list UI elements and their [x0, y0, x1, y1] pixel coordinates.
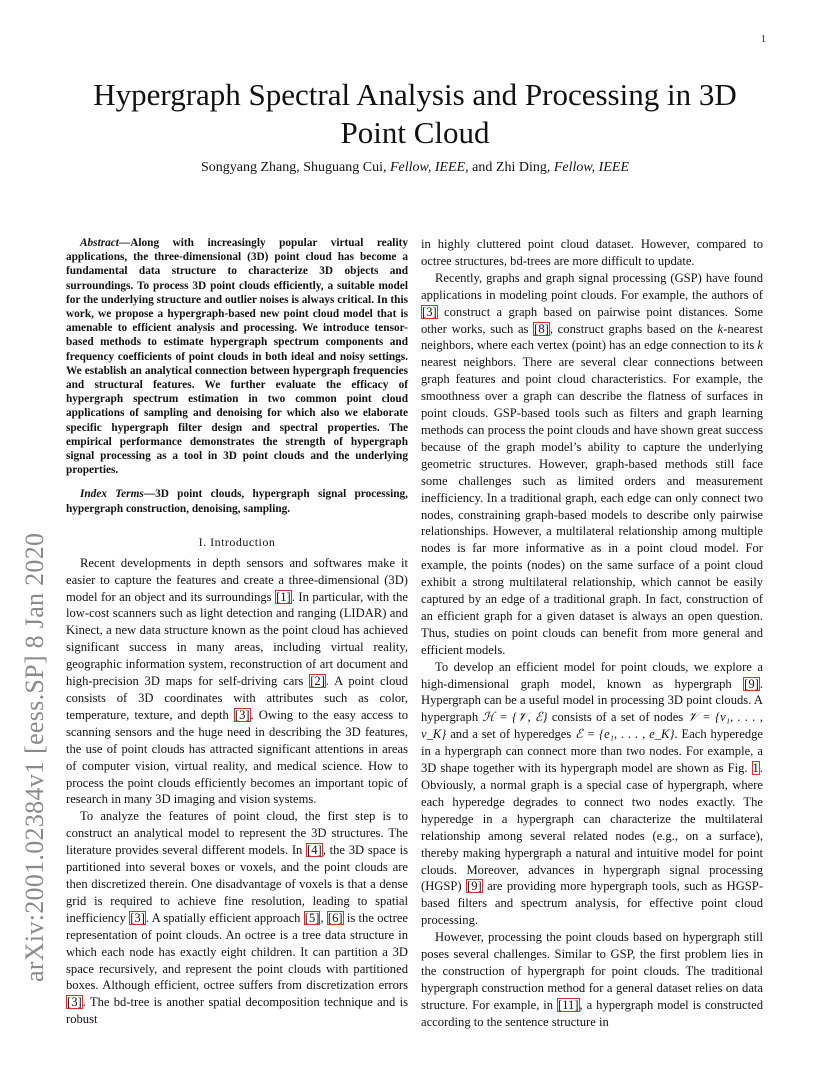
text-run: are providing more hypergraph tools, such as HGSP-based filters and spectrum analysis, for effective point cloud processing. [421, 879, 764, 928]
section-heading-introduction: I. Introduction [198, 534, 276, 549]
intro-paragraph-3 [421, 270, 763, 659]
citation-link[interactable]: [5] [304, 910, 320, 925]
text-run: , construct graphs based on the [549, 321, 718, 336]
citation-link[interactable]: [2] [310, 674, 325, 689]
citation-link[interactable]: [3] [67, 995, 82, 1010]
author-names-2: , and Zhi Ding, [465, 160, 554, 175]
text-run: , [320, 910, 327, 925]
citation-link[interactable]: [9] [467, 879, 482, 894]
left-column [66, 236, 408, 1028]
text-run: consists of a set of nodes [547, 710, 688, 725]
page-number: 1 [761, 34, 766, 45]
citation-link[interactable]: 1 [752, 761, 759, 776]
text-run: To develop an efficient model for point clouds, we explore a high-dimensional graph model, known as hypergraph [421, 659, 763, 691]
author-names-1: Songyang Zhang, Shuguang Cui, [201, 160, 390, 175]
text-run: However, processing the point clouds based on hypergraph still poses several challenges. Similar to GSP, the first problem lies in the construction of hypergraph for point clouds. The traditional hypergraph construction method for a general dataset relies on data structure. For example, in [421, 930, 763, 1012]
text-run: . Each hyperedge in a hypergraph can connect more than two nodes. For example, a 3D shape together with its hypergraph model are shown as Fig. [421, 727, 763, 776]
text-run: nearest neighbors. There are several clear connections between graph features and point cloud characteristics. For example, the smoothness over a graph can describe the flatness of surfaces in point clouds. GSP-based tools such as filters and graph learning methods can process the point clouds and have shown great success because of the graph model’s ability to capture the underlying geometric structures. However, graph-based methods still face some challenges such as limited orders and measurement inefficiency. In a traditional graph, each edge can only connect two nodes, constraining graph-based models to describe only pairwise relationships. However, a multilateral relationship among multiple nodes is far more informative as in a point cloud model. For example, the points (nodes) on the same surface of a point cloud exhibit a strong multilateral relationship, which cannot be easily captured by an edge of a traditional graph. In fact, construction of an efficient graph for a given dataset is always an open question. Thus, studies on point clouds can benefit from more general and efficient models. [421, 355, 763, 657]
text-run: . A point cloud consists of 3D coordinates with attributes such as color, temperature, texture, and depth [66, 674, 408, 722]
text-run: . A spatially efficient approach [145, 910, 304, 925]
citation-link[interactable]: [6] [327, 910, 343, 925]
text-run: Recent developments in depth sensors and softwares make it easier to capture the features and create a three-dimensional (3D) model for an object and its surroundings [66, 555, 408, 604]
abstract-label: Abstract [80, 237, 119, 249]
citation-link[interactable]: [3] [130, 910, 145, 925]
citation-link[interactable]: [4] [307, 843, 322, 858]
intro-paragraph-continued: in highly cluttered point cloud dataset. However, compared to octree structures, bd-trees are more difficult to update. [421, 237, 763, 268]
abstract-text: —Along with increasingly popular virtual reality applications, the three-dimensional (3D) point cloud has become a fundamental data structure to characterize 3D objects and surroundings. To process 3D point clouds efficiently, a suitable model for the underlying structure and outlier noises is always critical. In this work, we propose a hypergraph-based new point cloud model that is amenable to efficient analysis and processing. We introduce tensor-based methods to estimate hypergraph spectrum components and frequency coefficients of point clouds in both ideal and noisy settings. We establish an analytical connection between hypergraph frequencies and structural features. We further evaluate the efficacy of hypergraph spectrum estimation in two common point cloud applications of sampling and denoising for which also we elaborate specific hypergraph filter design and spectral properties. The empirical performance demonstrates the strength of hypergraph signal processing as a tool in 3D point clouds and the underlying properties. [66, 237, 408, 477]
text-run: To analyze the features of point cloud, the first step is to construct an analytical model to represent the 3D structures. The literature provides several different models. In [66, 809, 408, 858]
text-run: construct a graph based on pairwise point distances. Some other works, such as [421, 304, 763, 336]
text-run: Recently, graphs and graph signal processing (GSP) have found applications in modeling point clouds. For example, the authors of [421, 270, 763, 302]
index-terms-label: Index Terms [80, 488, 144, 501]
text-run: . The bd-tree is another spatial decomposition technique and is robust [66, 995, 408, 1027]
index-terms [66, 487, 408, 515]
text-run: . Obviously, a normal graph is a special case of hypergraph, where each hyperedge degrades to connect two nodes exactly. The hyperedge in a hypergraph can characterize the multilateral relationship among several related nodes (e.g., on a surface), thereby making hypergraph a natural and intuitive model for point clouds. Moreover, advances in hypergraph signal processing (HGSP) [421, 761, 763, 894]
text-run: is the octree representation of point clouds. An octree is a tree data structure in which each node has exactly eight children. It can partition a 3D space recursively, and represent the point clouds with partitioned boxes. Although efficient, octree suffers from discretization errors [66, 910, 408, 993]
citation-link[interactable]: [9] [744, 676, 759, 691]
abstract [66, 236, 408, 477]
inline-math: k [757, 338, 764, 353]
inline-math: k [717, 321, 724, 336]
intro-paragraph-1 [66, 555, 408, 809]
text-run: , the 3D space is partitioned into several boxes or voxels, and the point clouds are then discretized therein. One disadvantage of voxels is that a dense grid is required to achieve fine resolution, leading to spatial inefficiency [66, 843, 408, 925]
citation-link[interactable]: [11] [558, 997, 579, 1012]
index-terms-text: —3D point clouds, hypergraph signal processing, hypergraph construction, denoising, sampling. [66, 488, 408, 515]
text-run: . Hypergraph can be a useful model in processing 3D point clouds. A hypergraph [421, 676, 763, 725]
text-run: , a hypergraph model is constructed according to the sentence structure in [421, 997, 763, 1029]
intro-paragraph-5 [421, 929, 763, 1030]
paper-title: Hypergraph Spectral Analysis and Processing in 3D Point Cloud [93, 77, 737, 150]
text-run: and a set of hyperedges [446, 727, 576, 742]
intro-paragraph-4 [421, 659, 763, 930]
inline-math: ℰ = {e₁, . . . , e_K} [575, 727, 675, 742]
intro-paragraph-2 [66, 808, 408, 1028]
citation-link[interactable]: [8] [534, 321, 549, 336]
author-fellow-1: Fellow, IEEE [390, 160, 466, 175]
arxiv-identifier: arXiv:2001.02384v1 [eess.SP] 8 Jan 2020 [20, 532, 49, 982]
text-run: . Owing to the easy access to scanning sensors and the huge need in describing the 3D features, the use of point clouds has attracted significant attentions in areas of computer vision, virtual reality, and medical science. How to process the point clouds efficiently becomes an important topic of research in many 3D imaging and vision systems. [66, 707, 409, 807]
citation-link[interactable]: [1] [276, 589, 291, 604]
citation-link[interactable]: [3] [422, 304, 437, 319]
inline-math: ℋ = {𝒱, ℰ} [482, 710, 548, 725]
text-run: . In particular, with the low-cost scanners such as light detection and ranging (LIDAR) and Kinect, a new data structure known as the point cloud has achieved significant success in many areas, including virtual reality, geographic information system, reconstruction of art document and high-precision 3D maps for self-driving cars [66, 589, 408, 689]
author-fellow-2: Fellow, IEEE [553, 160, 629, 175]
author-line [60, 160, 770, 176]
right-column [421, 236, 763, 1031]
citation-link[interactable]: [3] [234, 707, 250, 722]
text-run: -nearest neighbors, where each vertex (point) has an edge connection to its [421, 321, 763, 353]
inline-math: 𝒱 = {v₁, . . . , v_K} [421, 710, 763, 742]
